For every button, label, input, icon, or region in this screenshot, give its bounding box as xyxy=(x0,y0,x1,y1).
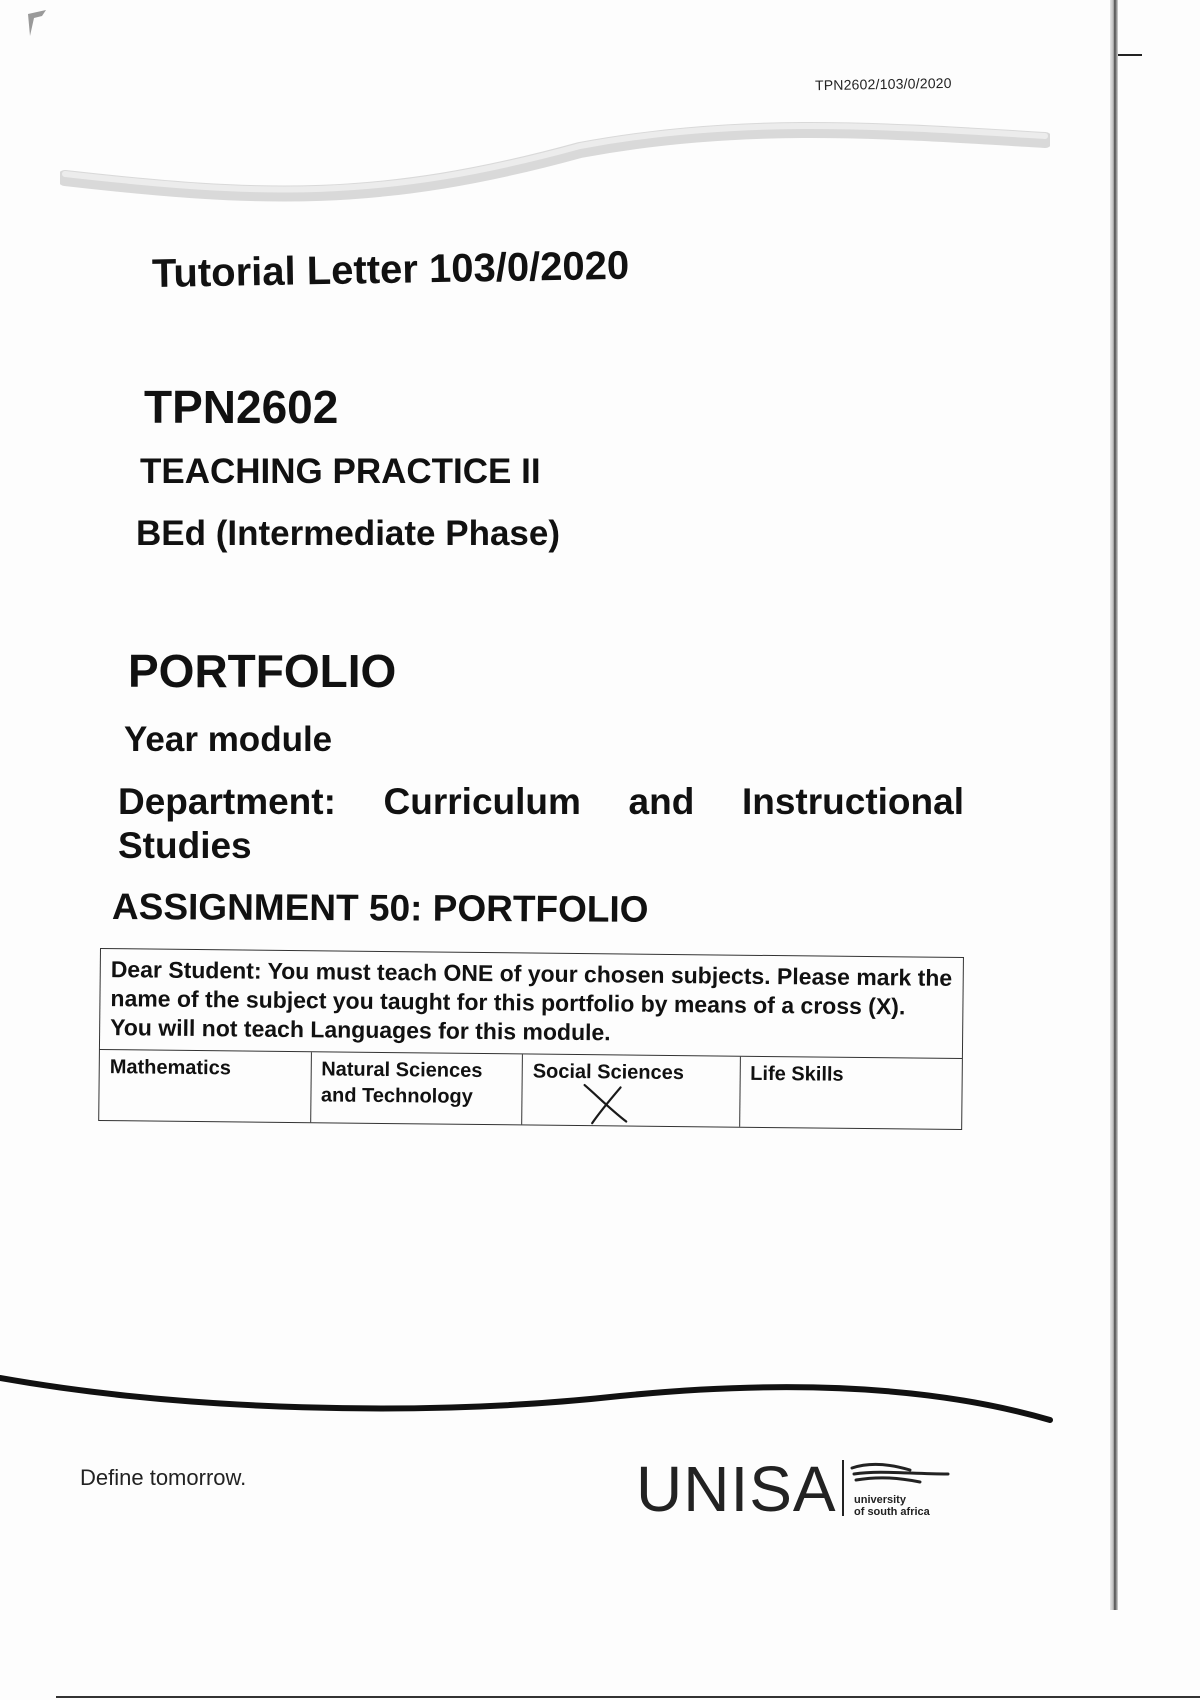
page-edge-tick xyxy=(1118,54,1142,56)
subject-cell-mathematics[interactable] xyxy=(99,1050,311,1122)
portfolio-heading: PORTFOLIO xyxy=(128,645,397,697)
module-code: TPN2602 xyxy=(144,381,339,433)
subject-row xyxy=(98,1049,963,1130)
page-edge-shadow xyxy=(1110,0,1118,1610)
qualification: BEd (Intermediate Phase) xyxy=(136,514,560,553)
subject-cell-life-skills[interactable] xyxy=(740,1057,962,1129)
logo-subtitle-line2: of south africa xyxy=(854,1506,930,1518)
handwritten-cross-icon xyxy=(580,1081,630,1126)
subject-label: Natural Sciences and Technology xyxy=(320,1058,483,1108)
staple-mark-icon xyxy=(26,8,48,38)
logo-subtitle-line1: university xyxy=(854,1494,906,1506)
year-module-label: Year module xyxy=(124,720,333,759)
unisa-emblem-icon xyxy=(850,1462,950,1486)
subject-label: Mathematics xyxy=(109,1056,232,1080)
decorative-top-wave xyxy=(60,110,1050,210)
unisa-logo xyxy=(636,1452,956,1532)
tutorial-letter-title: Tutorial Letter 103/0/2020 xyxy=(151,243,630,296)
logo-divider xyxy=(842,1460,844,1516)
page-bottom-edge xyxy=(56,1696,1200,1698)
module-name: TEACHING PRACTICE II xyxy=(140,452,541,491)
subject-cell-social-sciences[interactable] xyxy=(522,1054,740,1126)
student-notice: Dear Student: You must teach ONE of your chosen subjects. Please mark the name of the subject you taught for this portfolio by means of a cross (X). You will not teach Languages for this module. xyxy=(99,948,964,1058)
header-reference-code: TPN2602/103/0/2020 xyxy=(814,74,952,94)
subject-label: Social Sciences xyxy=(532,1060,685,1085)
logo-wordmark: UNISA xyxy=(636,1453,837,1525)
footer-tagline: Define tomorrow. xyxy=(80,1465,247,1490)
subject-cell-natural-sciences[interactable] xyxy=(311,1052,523,1124)
department-name: Department: Curriculum and Instructional Studies xyxy=(118,781,964,866)
assignment-heading: ASSIGNMENT 50: PORTFOLIO xyxy=(111,886,649,930)
subject-selection-table xyxy=(98,948,964,1130)
subject-label: Life Skills xyxy=(750,1062,844,1086)
decorative-bottom-swoosh xyxy=(0,1360,1060,1440)
logo-subtitle xyxy=(854,1494,930,1518)
